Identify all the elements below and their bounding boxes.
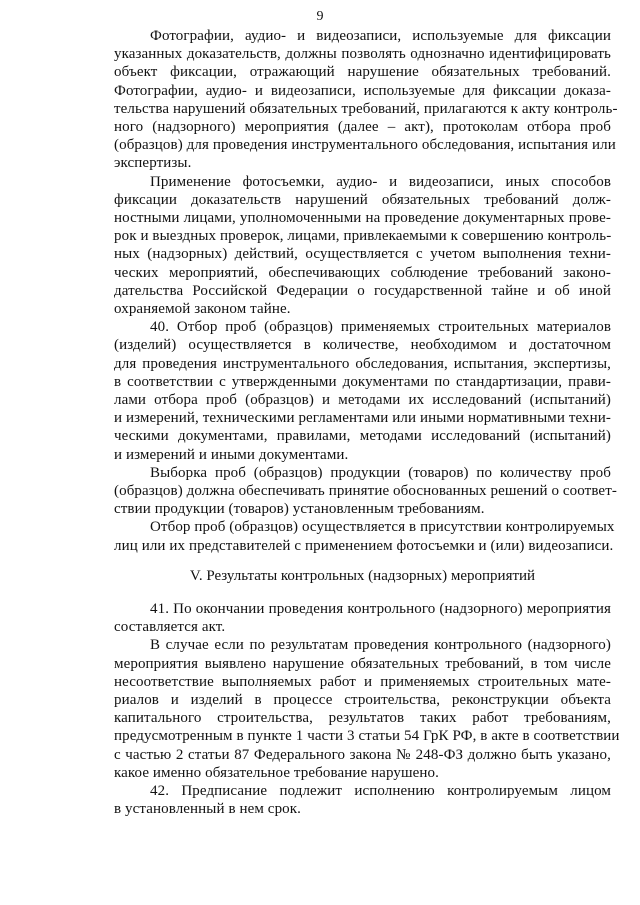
paragraph-line: фиксации доказательств нарушений обязательных требований долж- <box>114 191 611 208</box>
paragraph-line: экспертизы. <box>114 155 192 172</box>
paragraph-line: 40. Отбор проб (образцов) применяемых строительных материалов <box>150 319 611 336</box>
paragraph-line: риалов и изделий в процессе строительства, реконструкции объекта <box>114 692 611 708</box>
paragraph-line: 41. По окончании проведения контрольного (надзорного) мероприятия <box>150 601 611 617</box>
paragraph-line: лиц или их представителей с применением фотосъемки и (или) видеозаписи. <box>114 537 614 554</box>
paragraph-line: (изделий) осуществляется в количестве, необходимом и достаточном <box>114 337 611 354</box>
paragraph-line: (образцов) для проведения инструментального обследования, испытания или <box>114 137 616 154</box>
paragraph-line: ного (надзорного) мероприятия (далее – акт), протоколам отбора проб <box>114 119 611 135</box>
paragraph-line: тельства нарушений обязательных требований, прилагаются к акту контроль- <box>114 100 618 117</box>
paragraph-line: для проведения инструментального обследования, испытания, экспертизы, <box>114 355 611 372</box>
paragraph-line: Применение фотосъемки, аудио- и видеозаписи, иных способов <box>150 173 611 190</box>
paragraph-line: ностными лицами, уполномоченными на проведение документарных прове- <box>114 210 611 226</box>
paragraph-line: ных (надзорных) действий, осуществляется с учетом выполнения техни- <box>114 246 611 263</box>
paragraph-line: и измерений и иными документами. <box>114 446 349 463</box>
paragraph-line: ческих мероприятий, обеспечивающих соблюдение требований законо- <box>114 264 611 281</box>
paragraph-line: с частью 2 статьи 87 Федерального закона № 248-ФЗ должно быть указано, <box>114 746 611 763</box>
paragraph-line: ческими документами, правилами, методами исследований (испытаний) <box>114 428 611 445</box>
paragraph-line: мероприятия выявлено нарушение обязательных требований, в том числе <box>114 655 611 672</box>
paragraph-line: Выборка проб (образцов) продукции (товаров) по количеству проб <box>150 464 611 481</box>
page-number: 9 <box>316 9 324 24</box>
paragraph-line: в установленный в нем срок. <box>114 801 302 818</box>
paragraph-line: какое именно обязательное требование нарушено. <box>114 764 439 781</box>
paragraph-line: дательства Российской Федерации о государственной тайне и об иной <box>114 282 611 299</box>
paragraph-line: рок и выездных проверок, лицами, привлекаемыми к совершению контроль- <box>114 228 612 245</box>
paragraph-line: лами отбора проб (образцов) и методами их исследований (испытаний) <box>114 392 611 408</box>
paragraph-line: Фотографии, аудио- и видеозаписи, используемые для фиксации доказа- <box>114 82 611 99</box>
paragraph-line: ствии продукции (товаров) установленным требованиям. <box>114 501 485 518</box>
paragraph-line: (образцов) должна обеспечивать принятие обоснованных решений о соответ- <box>114 483 617 499</box>
paragraph-line: несоответствие выполняемых работ и применяемых строительных мате- <box>114 673 611 690</box>
paragraph-line: предусмотренным в пункте 1 части 3 статьи 54 ГрК РФ, в акте в соответствии <box>114 728 620 745</box>
paragraph-line: в соответствии с утвержденными документами по стандартизации, прави- <box>114 373 611 390</box>
section-heading: V. Результаты контрольных (надзорных) мероприятий <box>189 567 536 584</box>
paragraph-line: В случае если по результатам проведения контрольного (надзорного) <box>150 637 611 654</box>
paragraph-line: капитального строительства, результатов таких работ требованиям, <box>114 710 611 727</box>
paragraph-line: Фотографии, аудио- и видеозаписи, используемые для фиксации <box>150 28 611 44</box>
paragraph-line: объект фиксации, отражающий нарушение обязательных требований. <box>114 64 611 81</box>
paragraph-line: охраняемой законом тайне. <box>114 301 291 317</box>
paragraph-line: составляется акт. <box>114 619 226 636</box>
paragraph-line: Отбор проб (образцов) осуществляется в присутствии контролируемых <box>150 519 615 536</box>
paragraph-line: 42. Предписание подлежит исполнению контролируемым лицом <box>150 783 611 799</box>
paragraph-line: и измерений, техническими регламентами или иными нормативными техни- <box>114 410 611 427</box>
paragraph-line: указанных доказательств, должны позволять однозначно идентифицировать <box>114 46 611 63</box>
